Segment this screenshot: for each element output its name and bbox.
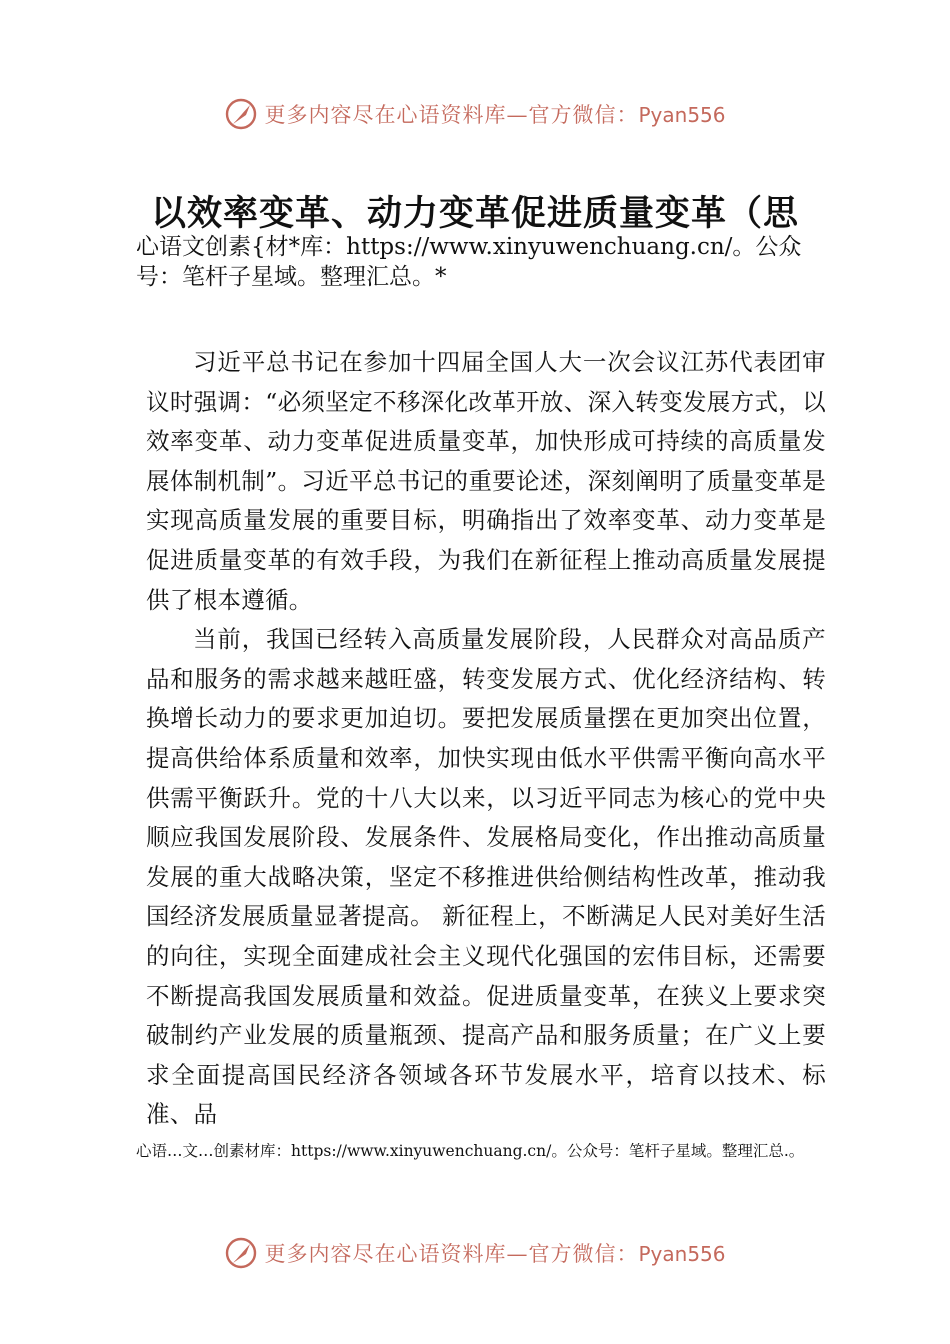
banner-text: 更多内容尽在心语资料库—官方微信：Pyan556 (264, 103, 726, 127)
quill-pen-circle-icon (224, 97, 258, 131)
banner-wechat-id: Pyan556 (638, 103, 726, 127)
banner-text: 更多内容尽在心语资料库—官方微信：Pyan556 (264, 1242, 726, 1266)
quill-pen-circle-icon (224, 1236, 258, 1270)
header-banner (0, 90, 950, 138)
footer-banner (0, 1229, 950, 1277)
paragraph-1: 习近平总书记在参加十四届全国人大一次会议江苏代表团审议时强调：“必须坚定不移深化改革开放、深入转变发展方式，以效率变革、动力变革促进质量变革，加快形成可持续的高质量发展体制机制”。习近平总书记的重要论述，深刻阐明了质量变革是实现高质量发展的重要目标，明确指出了效率变革、动力变革是促进质量变革的有效手段，为我们在新征程上推动高质量发展提供了根本遵循。 (146, 348, 826, 614)
banner-wechat-id: Pyan556 (638, 1242, 726, 1266)
footer-note: 心语…文…创素材库：https://www.xinyuwenchuang.cn/。公众号：笔杆子星域。整理汇总.。 (136, 1142, 805, 1160)
source-line: 心语文创素{材*库：https://www.xinyuwenchuang.cn/。公众号：笔杆子星域。整理汇总。* (136, 234, 802, 290)
document-body (146, 343, 826, 1135)
document-title: 以效率变革、动力变革促进质量变革（思 (150, 194, 799, 234)
paragraph-2: 当前，我国已经转入高质量发展阶段，人民群众对高品质产品和服务的需求越来越旺盛，转变发展方式、优化经济结构、转换增长动力的要求更加迫切。要把发展质量摆在更加突出位置，提高供给体系质量和效率，加快实现由低水平供需平衡向高水平供需平衡跃升。党的十八大以来，以习近平同志为核心的党中央顺应我国发展阶段、发展条件、发展格局变化，作出推动高质量发展的重大战略决策，坚定不移推进供给侧结构性改革，推动我国经济发展质量显著提高。 新征程上，不断满足人民对美好生活的向往，实现全面建成社会主义现代化强国的宏伟目标，还需要不断提高我国发展质量和效益。促进质量变革，在狭义上要求突破制约产业发展的质量瓶颈、提高产品和服务质量；在广义上要求全面提高国民经济各领域各环节发展水平，培育以技术、标准、品 (146, 625, 826, 1129)
